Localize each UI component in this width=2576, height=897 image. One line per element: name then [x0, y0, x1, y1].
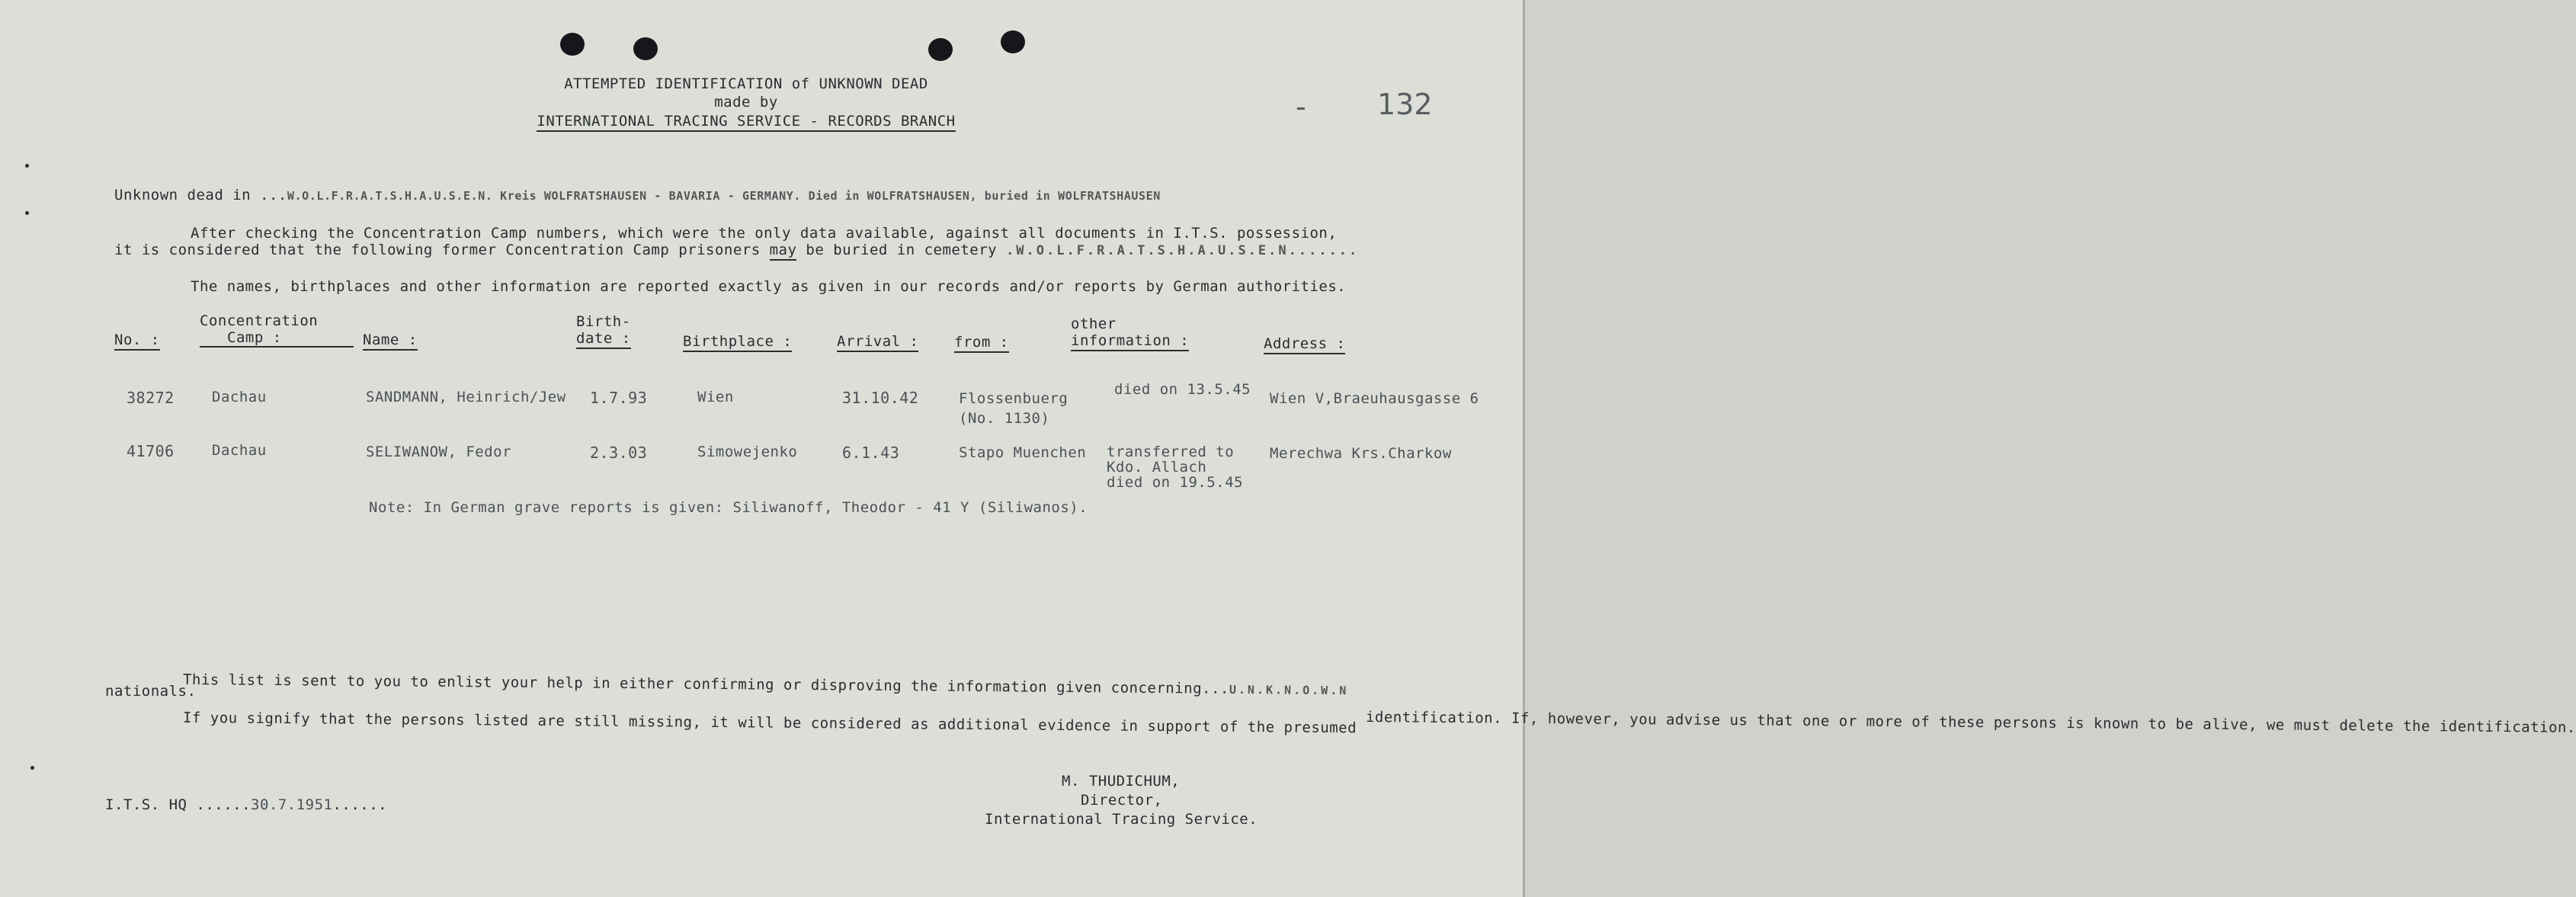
- nationality-value: U.N.K.N.O.W.N: [1229, 682, 1349, 698]
- cemetery-location: .W.O.L.F.R.A.T.S.H.A.U.S.E.N.......: [1006, 243, 1360, 258]
- header-name: Name :: [363, 332, 418, 348]
- cell-from: Flossenbuerg (No. 1130): [959, 390, 1069, 427]
- cell-camp: Dachau: [212, 442, 267, 459]
- intro-paragraph-2: The names, birthplaces and other information are reported exactly as given in our records and/or reports by German authorities.: [191, 278, 1347, 295]
- closing-paragraph-2: If you signify that the persons listed are still missing, it will be considered as additional evidence in support of the presumed identification. If, however, you advise us that one or more of these persons is known to be alive, we must delete the identification.: [182, 709, 2576, 737]
- cell-address: Wien V,Braeuhausgasse 6: [1270, 390, 1479, 407]
- signer-name: M. THUDICHUM,: [1062, 773, 1181, 790]
- header-from: from :: [954, 334, 1009, 351]
- cell-arrival: 31.10.42: [842, 389, 919, 407]
- signature-block: [983, 772, 1258, 829]
- cell-birthplace: Wien: [697, 389, 734, 405]
- header-address: Address :: [1264, 335, 1345, 352]
- cell-name: SELIWANOW, Fedor: [366, 444, 512, 460]
- cell-birthdate: 2.3.03: [590, 444, 648, 462]
- cell-birthdate: 1.7.93: [590, 389, 648, 407]
- cell-address: Merechwa Krs.Charkow: [1270, 445, 1452, 462]
- table-note: Note: In German grave reports is given: Siliwanoff, Theodor - 41 Y (Siliwanos).: [369, 499, 1088, 516]
- header-birthdate: Birth- date :: [576, 313, 631, 349]
- cell-no: 41706: [127, 442, 175, 460]
- cell-from: Stapo Muenchen: [959, 444, 1087, 461]
- unknown-dead-label: Unknown dead in ...: [114, 187, 287, 203]
- cell-arrival: 6.1.43: [842, 444, 900, 462]
- page-number: 132: [1377, 88, 1433, 121]
- closing-paragraph-1: This list is sent to you to enlist your help in either confirming or disproving the information given concerning...U.N.K.N.O.W.N nationals.: [105, 671, 1349, 700]
- punch-hole-4: [1001, 30, 1025, 53]
- unknown-dead-location: W.O.L.F.R.A.T.S.H.A.U.S.E.N. Kreis WOLFRATSHAUSEN - BAVARIA - GERMANY. Died in WOLFRATSHAUSEN, buried in WOLFRATSHAUSEN: [287, 189, 1161, 203]
- cell-name: SANDMANN, Heinrich/Jew: [366, 389, 566, 405]
- its-hq-line: I.T.S. HQ ......30.7.1951......: [105, 796, 388, 813]
- header-arrival: Arrival :: [837, 333, 918, 350]
- page-mark: -: [1296, 90, 1306, 123]
- cell-other-information: died on 13.5.45: [1114, 381, 1251, 398]
- punch-hole-3: [928, 38, 953, 61]
- unknown-dead-line: [114, 187, 1161, 203]
- header-no: No. :: [114, 332, 160, 348]
- margin-mark: [25, 211, 29, 215]
- cell-camp: Dachau: [212, 389, 267, 405]
- signer-title: Director,: [1081, 792, 1163, 809]
- cell-no: 38272: [127, 389, 175, 407]
- margin-mark: [25, 164, 29, 168]
- header-other-information: other information :: [1071, 316, 1189, 351]
- its-hq-label: I.T.S. HQ ......: [105, 796, 252, 813]
- title-branch: INTERNATIONAL TRACING SERVICE - RECORDS BRANCH: [537, 113, 955, 132]
- intro-paragraph-1: After checking the Concentration Camp numbers, which were the only data available, against all documents in I.T.S. possession, it is considered that the following former Concentration Camp prisoners may be buried in cemetery .W.O.L.F.R.A.T.S.H.A.U.S.E.N.......: [114, 225, 1359, 258]
- document-title: ATTEMPTED IDENTIFICATION of UNKNOWN DEAD made by INTERNATIONAL TRACING SERVICE - RECORDS BRANCH: [0, 75, 1507, 131]
- header-birthplace: Birthplace :: [683, 333, 792, 350]
- header-camp: Concentration Camp :: [200, 312, 354, 348]
- punch-hole-1: [560, 33, 585, 56]
- cell-other-information: transferred to Kdo. Allach died on 19.5.45: [1107, 444, 1244, 491]
- document-date: 30.7.1951: [251, 796, 333, 813]
- signer-organization: International Tracing Service.: [985, 811, 1258, 828]
- punch-hole-2: [633, 37, 658, 60]
- margin-mark: [30, 766, 34, 770]
- cell-birthplace: Simowejenko: [697, 444, 798, 460]
